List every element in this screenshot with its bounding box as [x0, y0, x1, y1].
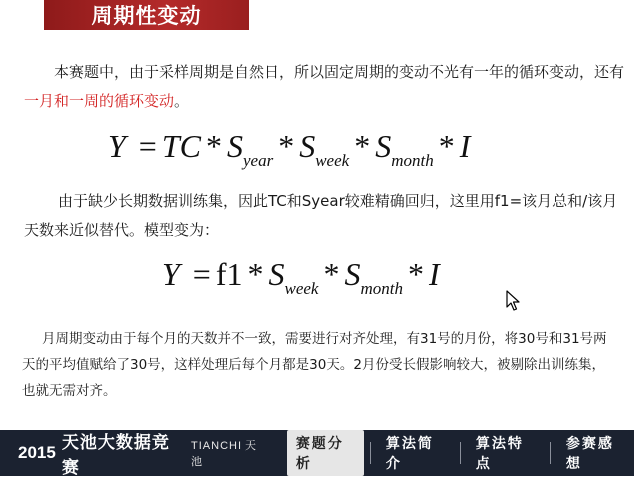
- footer-nav: [287, 430, 634, 476]
- nav-divider: [550, 442, 551, 464]
- intro-end: 。: [174, 92, 190, 110]
- formula1-term-tc: TC: [161, 128, 201, 164]
- nav-divider: [460, 442, 461, 464]
- mouse-pointer-icon: [506, 290, 520, 312]
- formula1-eq: =: [138, 128, 157, 164]
- formula1-lhs: Y: [108, 128, 126, 164]
- formula2-f1: f1: [215, 256, 243, 292]
- formula1-op: *: [278, 128, 295, 164]
- formula1-term-s: S: [375, 128, 392, 164]
- formula2-op: *: [407, 256, 424, 292]
- formula2-op: *: [323, 256, 340, 292]
- footer-event-name: 天池大数据竞赛: [61, 433, 170, 478]
- formula1-term-i: I: [459, 128, 471, 164]
- nav-tab-problem-analysis[interactable]: 赛题分析: [287, 430, 364, 476]
- formula1-sub-year: year: [242, 151, 274, 170]
- paragraph-approximation: 由于缺少长期数据训练集，因此TC和Syear较难精确回归，这里用f1=该月总和/该月天数来近似替代。模型变为：: [24, 192, 618, 239]
- formula-simplified-model: [162, 256, 440, 299]
- formula2-sub-month: month: [360, 279, 403, 298]
- tianchi-logo-text: TIANCHI: [191, 440, 243, 452]
- formula2-lhs: Y: [162, 256, 180, 292]
- intro-text: 本赛题中，由于采样周期是自然日，所以固定周期的变动不光有一年的循环变动，还有: [54, 63, 625, 81]
- footer-bar: [0, 430, 634, 476]
- tianchi-logo: [191, 437, 265, 469]
- formula1-sub-month: month: [391, 151, 434, 170]
- formula2-sub-week: week: [284, 279, 319, 298]
- formula2-term-i: I: [428, 256, 440, 292]
- formula-full-model: [108, 128, 470, 171]
- slide-title: 周期性变动: [44, 0, 249, 30]
- nav-tab-reflections[interactable]: 参赛感想: [565, 436, 614, 472]
- formula1-sub-week: week: [315, 151, 350, 170]
- paragraph-intro: [24, 58, 624, 116]
- formula2-term-s: S: [344, 256, 361, 292]
- formula1-op: *: [354, 128, 371, 164]
- formula2-op: *: [247, 256, 264, 292]
- tianchi-logo-cn: 天池: [191, 440, 258, 468]
- nav-divider: [370, 442, 371, 464]
- formula2-term-s: S: [268, 256, 285, 292]
- nav-tab-algorithm-features[interactable]: 算法特点: [475, 436, 524, 472]
- nav-tab-algorithm-intro[interactable]: 算法简介: [385, 436, 434, 472]
- formula1-term-s: S: [226, 128, 243, 164]
- formula1-op: *: [438, 128, 455, 164]
- intro-highlight: 一月和一周的循环变动: [24, 92, 175, 110]
- footer-year: 2015: [18, 443, 56, 462]
- formula1-term-s: S: [299, 128, 316, 164]
- formula2-eq: =: [192, 256, 211, 292]
- formula1-op: *: [205, 128, 222, 164]
- paragraph-month-alignment: 月周期变动由于每个月的天数并不一致，需要进行对齐处理，有31号的月份，将30号和31号两天的平均值赋给了30号，这样处理后每个月都是30天。2月份受长假影响较大，被剔除出训练集，也就无需对齐。: [22, 331, 607, 399]
